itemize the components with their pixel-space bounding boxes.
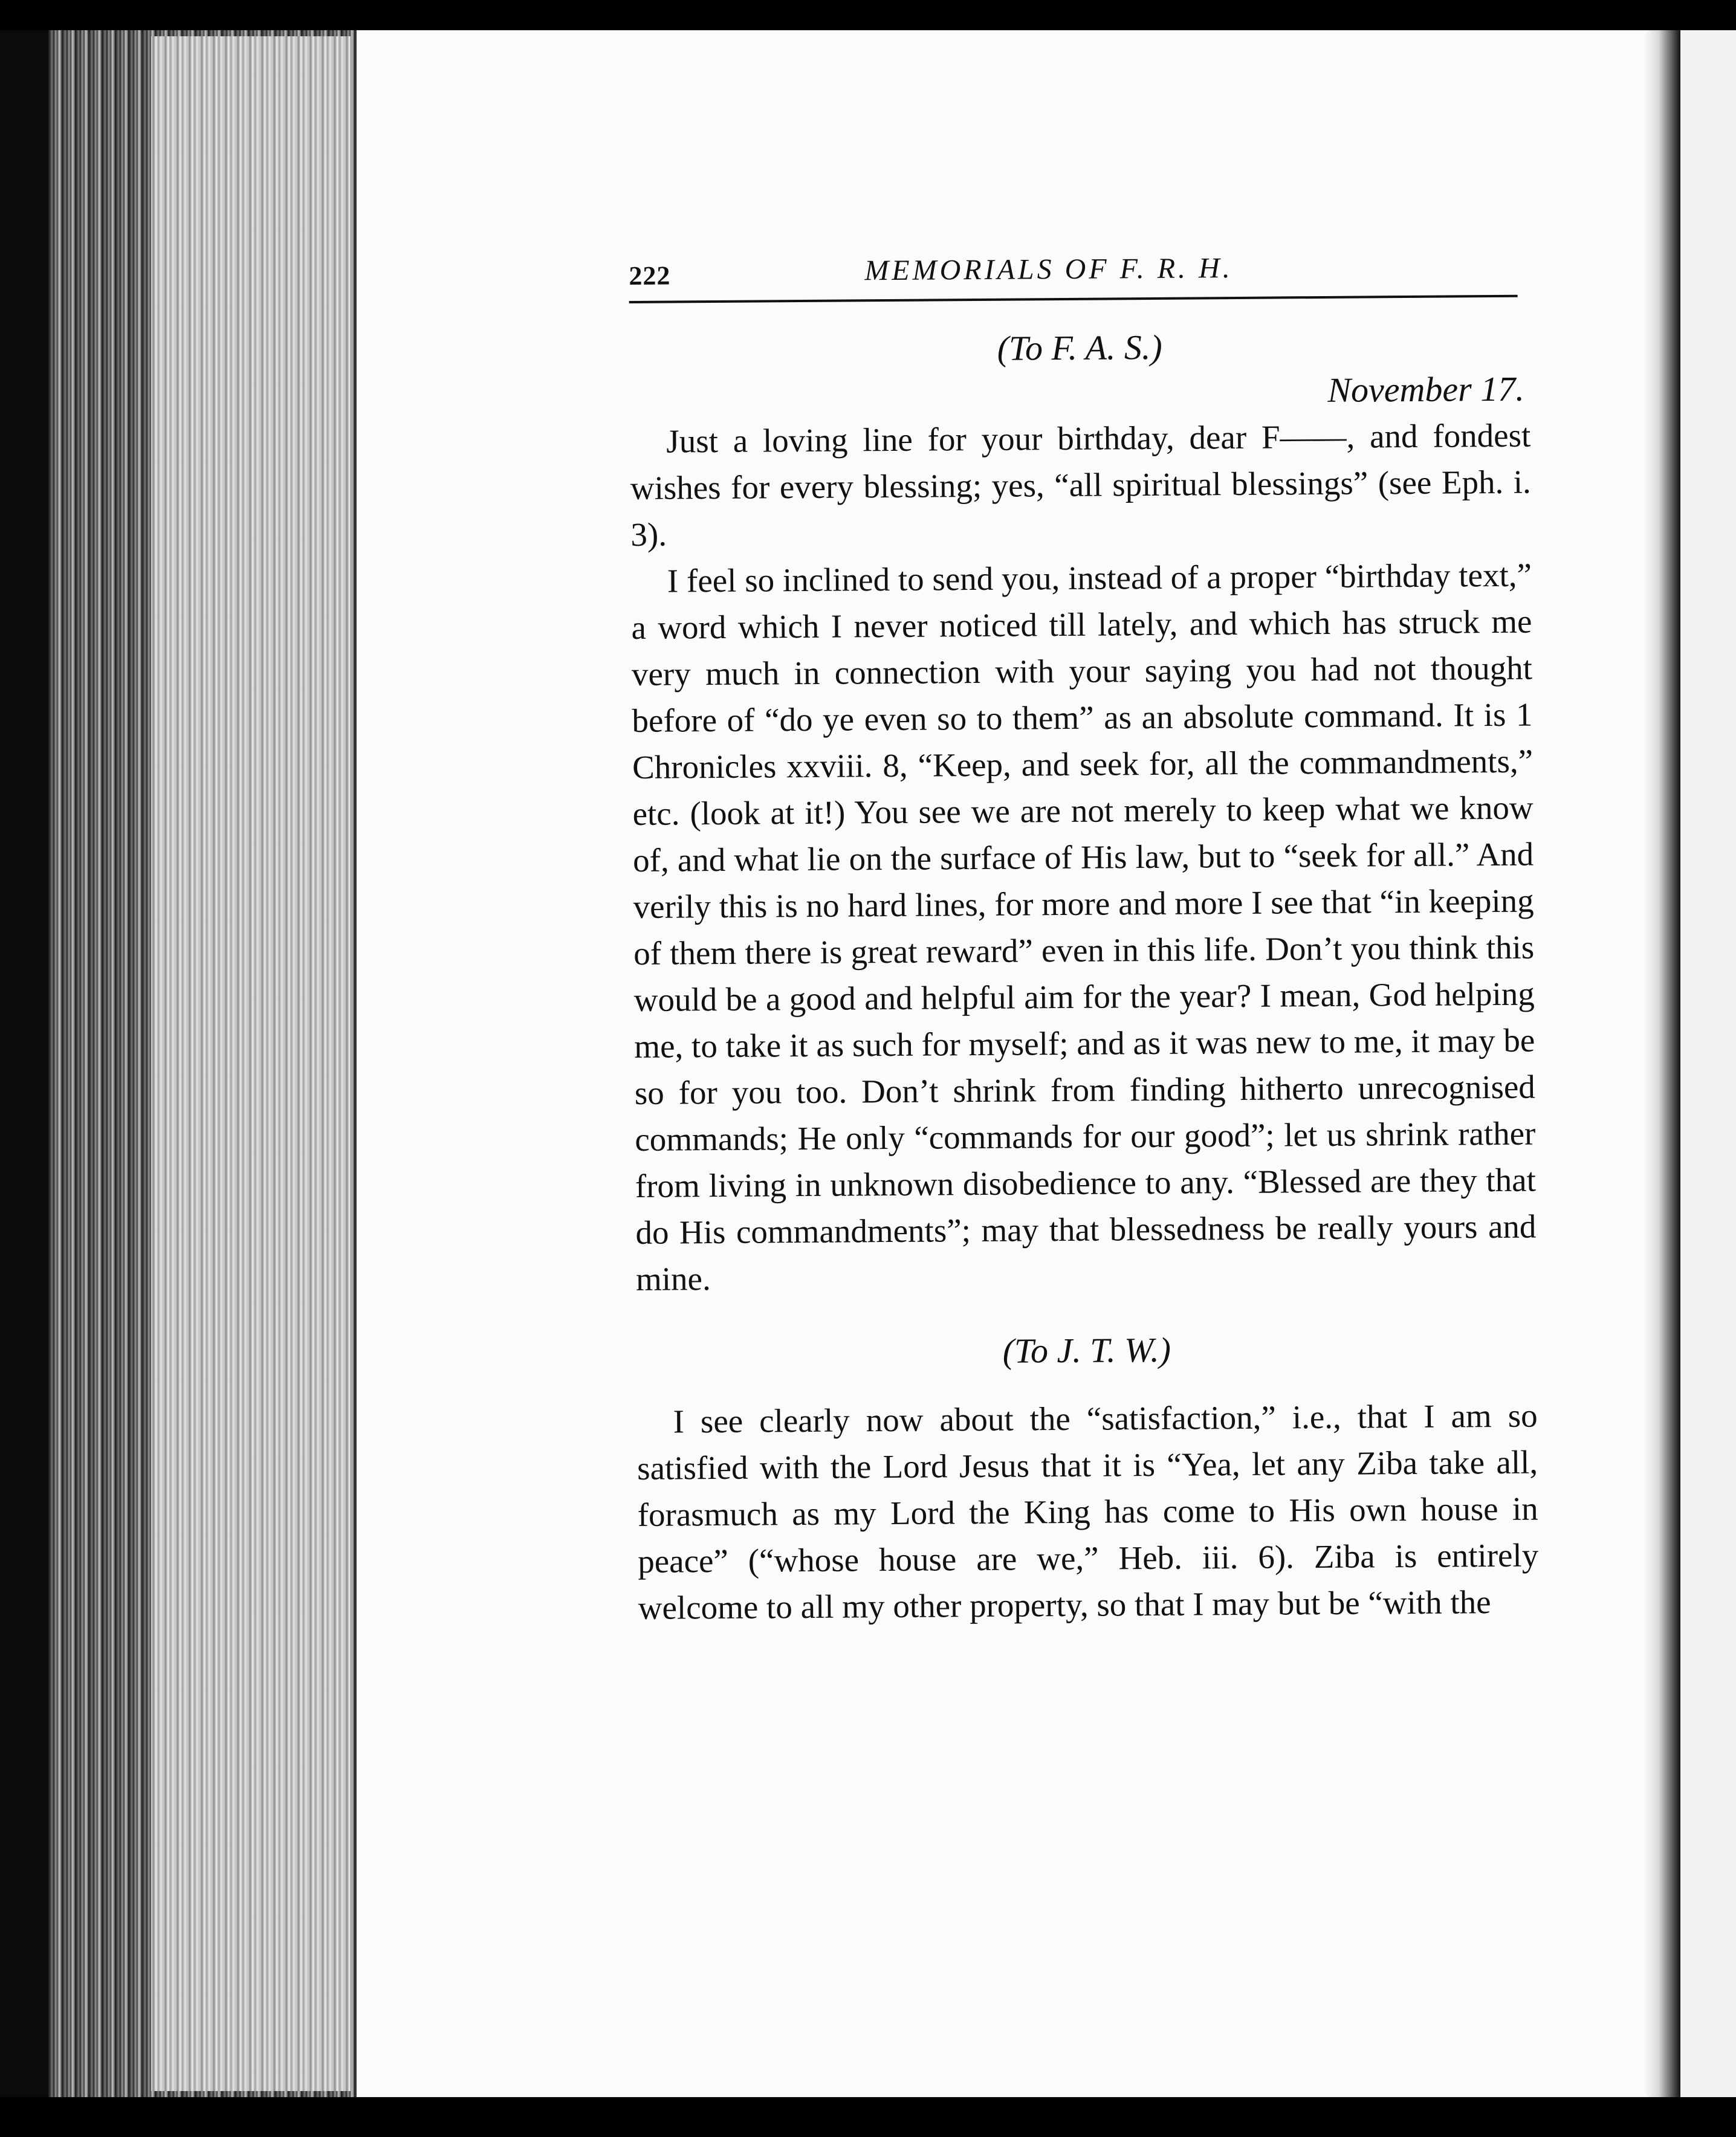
- running-title: MEMORIALS OF F. R. H.: [864, 252, 1233, 287]
- page-text-block: [629, 236, 1539, 1631]
- letter-salutation: (To J. T. W.): [1002, 1330, 1171, 1371]
- letter-salutation: (To F. A. S.): [997, 327, 1162, 368]
- letter-paragraph: Just a loving line for your birthday, dear F——, and fondest wishes for every blessing; yes, “all spiritual blessings” (see Eph. i. 3).: [630, 416, 1532, 553]
- letter-paragraph: I feel so inclined to send you, instead of a proper “birthday text,” a word which I never noticed till lately, and which has struck me very much in connection with your saying you had not thought before of “do ye even so to them” as an absolute command. It is 1 Chronicles xxviii. 8, “Keep, and seek for, all the commandments,” etc. (look at it!) You see we are not merely to keep what we know of, and what lie on the surface of His law, but to “seek for all.” And verily this is no hard lines, for more and more I see that “in keeping of them there is great reward” even in this life. Don’t you think this would be a good and helpful aim for the year? I mean, God helping me, to take it as such for myself; and as it was new to me, it may be so for you too. Don’t shrink from finding hitherto unrecognised commands; He only “commands for our good”; let us shrink rather from living in unknown disobedience to any. “Blessed are they that do His commandments”; may that blessedness be really yours and mine.: [631, 556, 1537, 1298]
- scan-frame-bottom: [0, 2097, 1736, 2137]
- book-page-edges-inner: [151, 36, 351, 2091]
- letter-paragraph: I see clearly now about the “satisfaction,” i.e., that I am so satisfied with the Lord Jesus that it is “Yea, let any Ziba take all, forasmuch as my Lord the King has come to His own house in peace” (“whose house are we,” Heb. iii. 6). Ziba is entirely welcome to all my other property, so that I may but be “with the: [636, 1397, 1539, 1626]
- gutter-shadow: [1644, 30, 1680, 2097]
- scan-frame-top: [0, 0, 1736, 30]
- facing-page-edge: [1680, 30, 1736, 2097]
- page-number: 222: [629, 260, 671, 291]
- running-head: [629, 236, 1530, 290]
- header-rule: [629, 295, 1518, 303]
- letter-date: November 17.: [1327, 369, 1524, 410]
